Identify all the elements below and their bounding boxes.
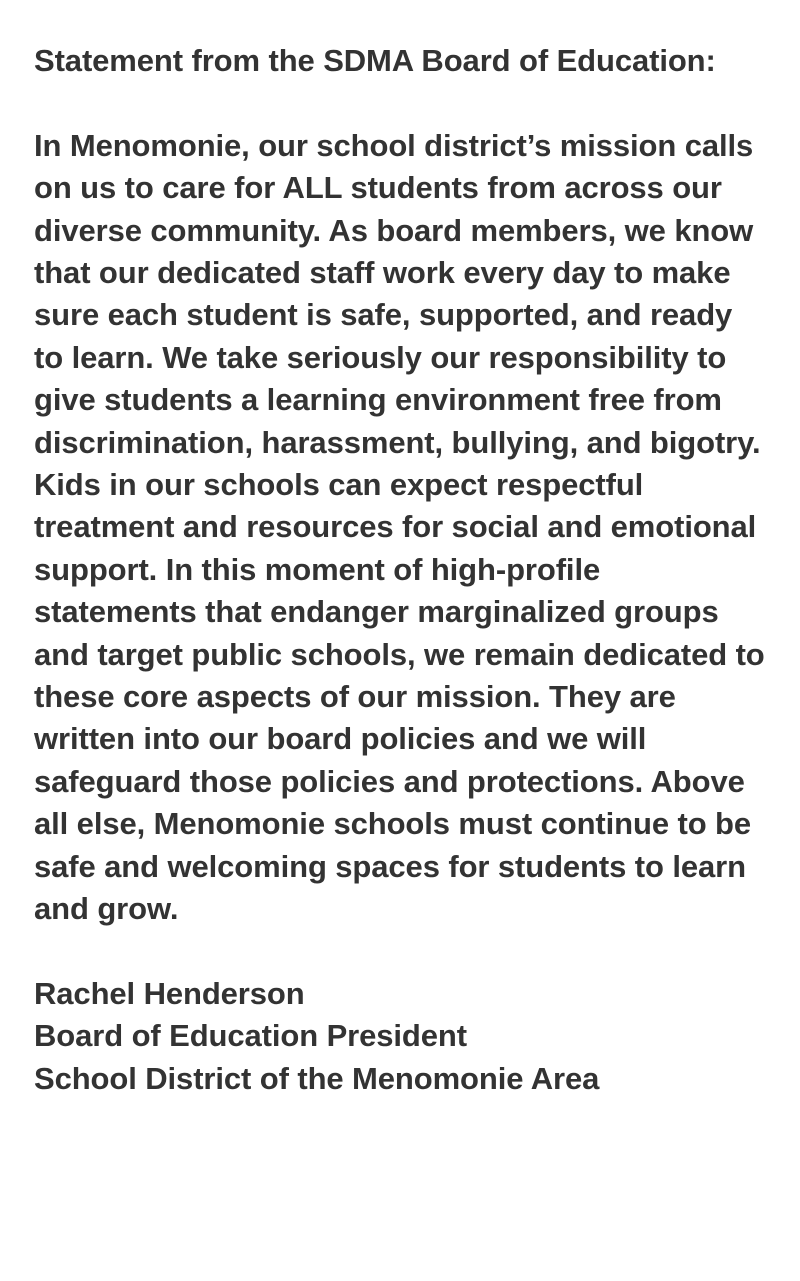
signature-name: Rachel Henderson [34, 975, 305, 1011]
body-signature-spacer [34, 931, 768, 973]
signature-title: Board of Education President [34, 1018, 467, 1054]
signature-organization: School District of the Menomonie Area [34, 1060, 600, 1096]
statement-heading: Statement from the SDMA Board of Education: [34, 43, 716, 78]
statement-paragraph: In Menomonie, our school district’s mission calls on us to care for ALL students from across our diverse community. As board members, we know that our dedicated staff work every day to make sure each student is safe, supported, and ready to learn. We take seriously our responsibility to give students a learning environment free from discrimination, harassment, bullying, and bigotry. Kids in our schools can expect respectful treatment and resources for social and emotional support. In this moment of high-profile statements that endanger marginalized groups and target public schools, we remain dedicated to these core aspects of our mission. They are written into our board policies and we will safeguard those policies and protections. Above all else, Menomonie schools must continue to be safe and welcoming spaces for students to learn and grow. [34, 127, 765, 927]
statement-body [34, 40, 768, 1100]
signature-block [34, 973, 768, 1100]
heading-body-spacer [34, 82, 768, 124]
